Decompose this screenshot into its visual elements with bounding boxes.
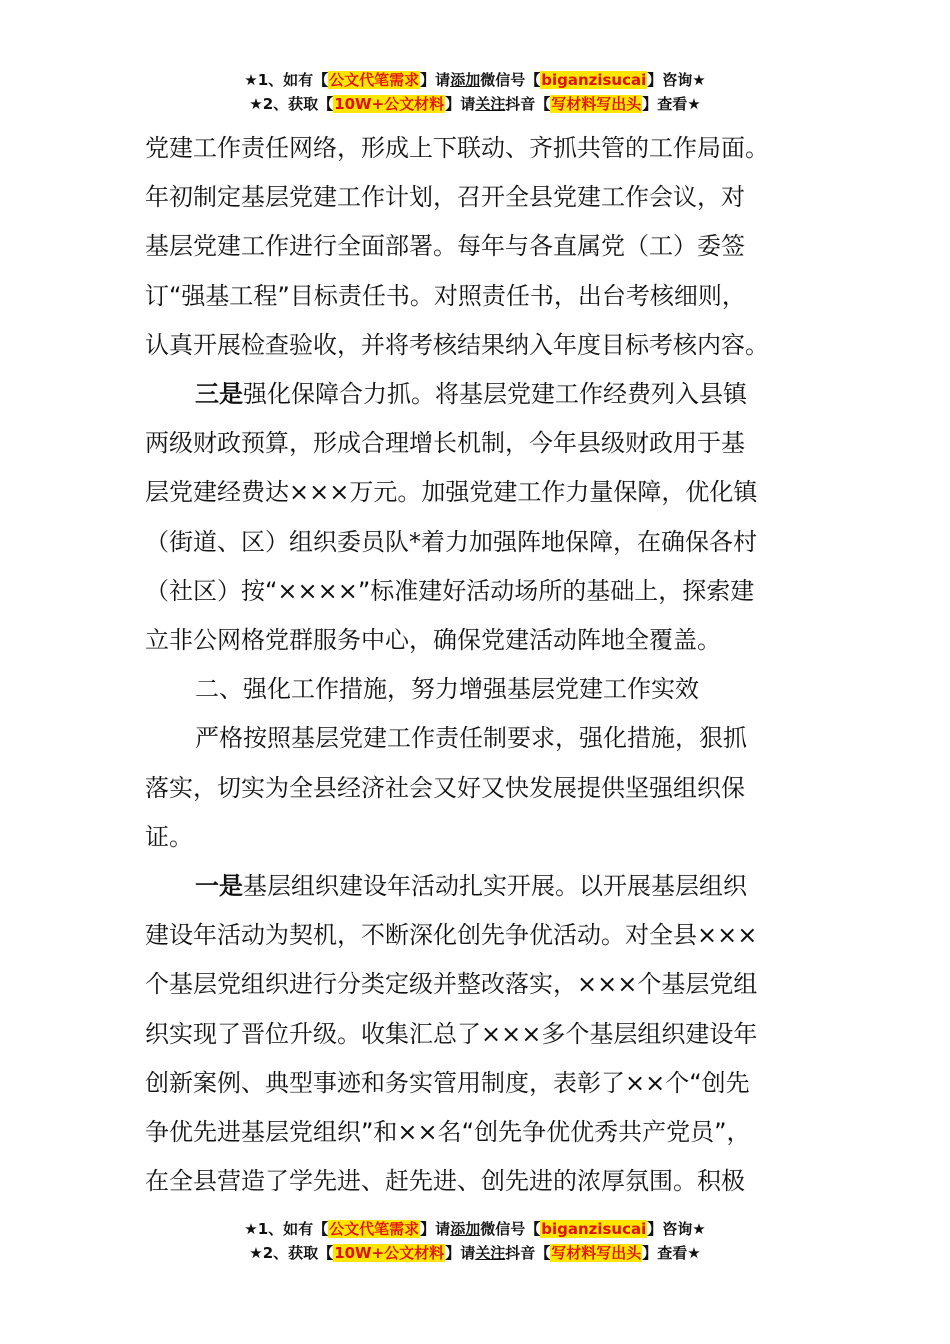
highlight-text: biganzisucai: [541, 71, 647, 89]
banner-text: 抖音【: [505, 1244, 551, 1262]
body-line: 订“强基工程”目标责任书。对照责任书，出台考核细则，: [145, 281, 746, 310]
banner-text: ★2、获取【: [249, 1244, 334, 1262]
body-line: 年初制定基层党建工作计划，召开全县党建工作会议，对: [145, 183, 745, 212]
banner-line-1: [0, 1217, 950, 1241]
body-line: 立非公网格党群服务中心，确保党建活动阵地全覆盖。: [145, 626, 721, 655]
banner-text: 】请: [420, 1220, 451, 1238]
highlight-text: 公文代笔需求: [329, 71, 420, 89]
section-heading: 二、强化工作措施，努力增强基层党建工作实效: [195, 675, 699, 704]
banner-text: 】查看★: [642, 1244, 701, 1262]
banner-text: ★1、如有【: [244, 71, 329, 89]
body-line: （社区）按“××××”标准建好活动场所的基础上，探索建: [145, 576, 755, 605]
body-line: 证。: [145, 822, 193, 851]
banner-text: 】请: [445, 95, 476, 113]
banner-line-2: [0, 92, 950, 116]
body-line: 层党建经费达×××万元。加强党建工作力量保障，优化镇: [145, 478, 758, 507]
highlight-text: 10W+公文材料: [334, 1244, 445, 1262]
body-line: 创新案例、典型事迹和务实管用制度，表彰了××个“创先: [145, 1068, 750, 1097]
banner-text: ★2、获取【: [249, 95, 334, 113]
body-line: 两级财政预算，形成合理增长机制，今年县级财政用于基: [145, 429, 745, 458]
banner-text: ★1、如有【: [244, 1220, 329, 1238]
banner-text: 】咨询★: [647, 1220, 706, 1238]
bold-lead: 三是: [195, 380, 243, 409]
body-line: 建设年活动为契机，不断深化创先争优活动。对全县×××: [145, 921, 758, 950]
body-line: 落实，切实为全县经济社会又好又快发展提供坚强组织保: [145, 773, 745, 802]
banner-line-1: [0, 68, 950, 92]
highlight-text: 公文代笔需求: [329, 1220, 420, 1238]
underlined-text: 添加: [450, 71, 481, 89]
banner-text: 】请: [445, 1244, 476, 1262]
banner-text: 】请: [420, 71, 451, 89]
highlight-text: 10W+公文材料: [334, 95, 445, 113]
body-line: 个基层党组织进行分类定级并整改落实，×××个基层党组: [145, 970, 758, 999]
body-line: 基层党建工作进行全面部署。每年与各直属党（工）委签: [145, 232, 745, 261]
highlight-text: 写材料写出头: [551, 1244, 642, 1262]
banner-text: 微信号【: [480, 71, 541, 89]
banner-text: 微信号【: [480, 1220, 541, 1238]
underlined-text: 关注: [475, 1244, 506, 1262]
highlight-text: biganzisucai: [541, 1220, 647, 1238]
underlined-text: 关注: [475, 95, 506, 113]
document-body: [145, 124, 825, 1206]
footer-banner: [0, 1217, 950, 1265]
paragraph-start-line: 严格按照基层党建工作责任制要求，强化措施，狠抓: [195, 724, 747, 753]
banner-line-2: [0, 1241, 950, 1265]
body-line: 争优先进基层党组织”和××名“创先争优优秀共产党员”，: [145, 1118, 751, 1147]
body-line: 认真开展检查验收，并将考核结果纳入年度目标考核内容。: [145, 330, 769, 359]
body-line: 在全县营造了学先进、赶先进、创先进的浓厚氛围。积极: [145, 1167, 745, 1196]
highlight-text: 写材料写出头: [551, 95, 642, 113]
banner-text: 】查看★: [642, 95, 701, 113]
body-line: 党建工作责任网络，形成上下联动、齐抓共管的工作局面。: [145, 134, 769, 162]
underlined-text: 添加: [450, 1220, 481, 1238]
header-banner: [0, 68, 950, 116]
paragraph-start-line: 一是基层组织建设年活动扎实开展。以开展基层组织: [195, 872, 747, 901]
body-line: （街道、区）组织委员队*着力加强阵地保障，在确保各村: [145, 527, 757, 556]
paragraph-start-line: 三是强化保障合力抓。将基层党建工作经费列入县镇: [195, 380, 747, 409]
banner-text: 抖音【: [505, 95, 551, 113]
bold-lead: 一是: [195, 872, 243, 901]
banner-text: 】咨询★: [647, 71, 706, 89]
body-line: 织实现了晋位升级。收集汇总了×××多个基层组织建设年: [145, 1019, 758, 1048]
